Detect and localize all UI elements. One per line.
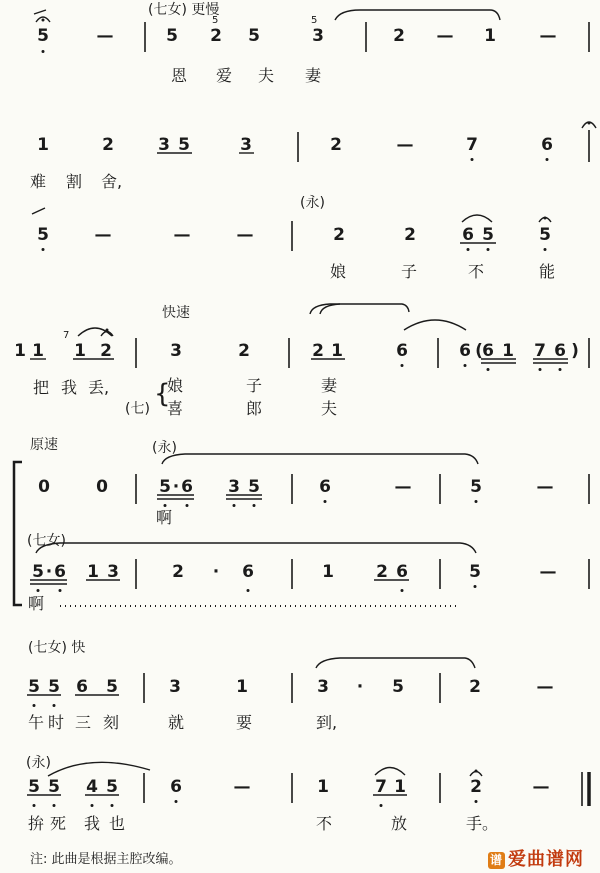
site-logo[interactable] [488, 845, 584, 871]
logo-mark-icon: 谱 [489, 853, 503, 867]
lyric: 到, [316, 713, 338, 732]
lyric: 拚 [28, 814, 45, 833]
direction: (永) [26, 755, 51, 771]
direction: (永) [300, 195, 325, 211]
lyric: 啊 [156, 508, 173, 527]
lyric: 也 [109, 814, 126, 833]
lyric: 丢, [88, 378, 110, 397]
direction: (七) [125, 401, 150, 417]
lyric: 就 [168, 713, 185, 732]
lyric: 不 [316, 814, 333, 833]
lyric: 娘 [330, 262, 347, 281]
lyric: 手。 [466, 814, 499, 833]
lyric: 午 [28, 713, 45, 732]
lyric: 子 [246, 376, 263, 395]
lyric: 爱 [216, 66, 233, 85]
lyric: 刻 [103, 713, 120, 732]
lyric: 妻 [321, 376, 338, 395]
direction: (七女) 更慢 [148, 2, 220, 18]
lyric: 放 [391, 814, 408, 833]
direction: 原速 [30, 437, 58, 453]
lyric: 夫 [321, 399, 338, 418]
lyric: 时 [48, 713, 65, 732]
lyric: 郎 [246, 399, 263, 418]
lyric: 恩 [171, 66, 188, 85]
lyric: 死 [50, 814, 67, 833]
lyric: 把 [33, 378, 50, 397]
logo-text: 爱曲谱网 [508, 849, 584, 870]
direction: (七女) [27, 533, 66, 549]
lyric: 喜 [167, 399, 184, 418]
lyric: 难 [30, 172, 47, 191]
lyric: 能 [539, 262, 556, 281]
lyric: 三 [75, 713, 92, 732]
lyric: 子 [401, 262, 418, 281]
lyric: 啊 [28, 594, 45, 613]
direction: (永) [152, 440, 177, 456]
lyric: 要 [236, 713, 253, 732]
footnote: 注: 此曲是根据主腔改编。 [30, 852, 182, 867]
score-page: 5 — 5 2 5 5 3 5 2 — 1 — (七女) 更慢 恩 爱 夫 妻 1 2 3 5 3 2 — 7 6 难 割 舍, 5 — — — 2 2 6 5 5 (永) 娘 子 不 能 1 1 1 7 2 3 2 2 1 6 6 ( 6 1 7 6 ) 快速 把 我 丢, { 娘 子 妻 (七) 喜 郎 夫 原速 (永) 0 0 5 · 6 3 5 6 — 5 — 啊 (七女) 5 · 6 1 3 2 · 6 1 2 6 5 — 啊 (七女) 快 5 5 6 5 3 1 3 · 5 2 — 午 时 三 刻 就 要 到, (永) 5 5 4 5 6 — 1 7 1 2 — 拚 死 我 也 不 放 手。 注: 此曲是根据主腔改编。 谱 爱曲谱网 [0, 0, 600, 873]
lyric: 不 [468, 262, 485, 281]
lyric: 我 [61, 378, 78, 397]
direction: (七女) 快 [28, 640, 86, 656]
lyric: 舍, [101, 172, 123, 191]
lyric: 夫 [258, 66, 275, 85]
lyric: 娘 [167, 376, 184, 395]
lyric: 我 [84, 814, 101, 833]
direction: 快速 [162, 305, 190, 321]
brace: { [154, 379, 171, 409]
lyric: 妻 [305, 66, 322, 85]
lyric: 割 [66, 172, 83, 191]
